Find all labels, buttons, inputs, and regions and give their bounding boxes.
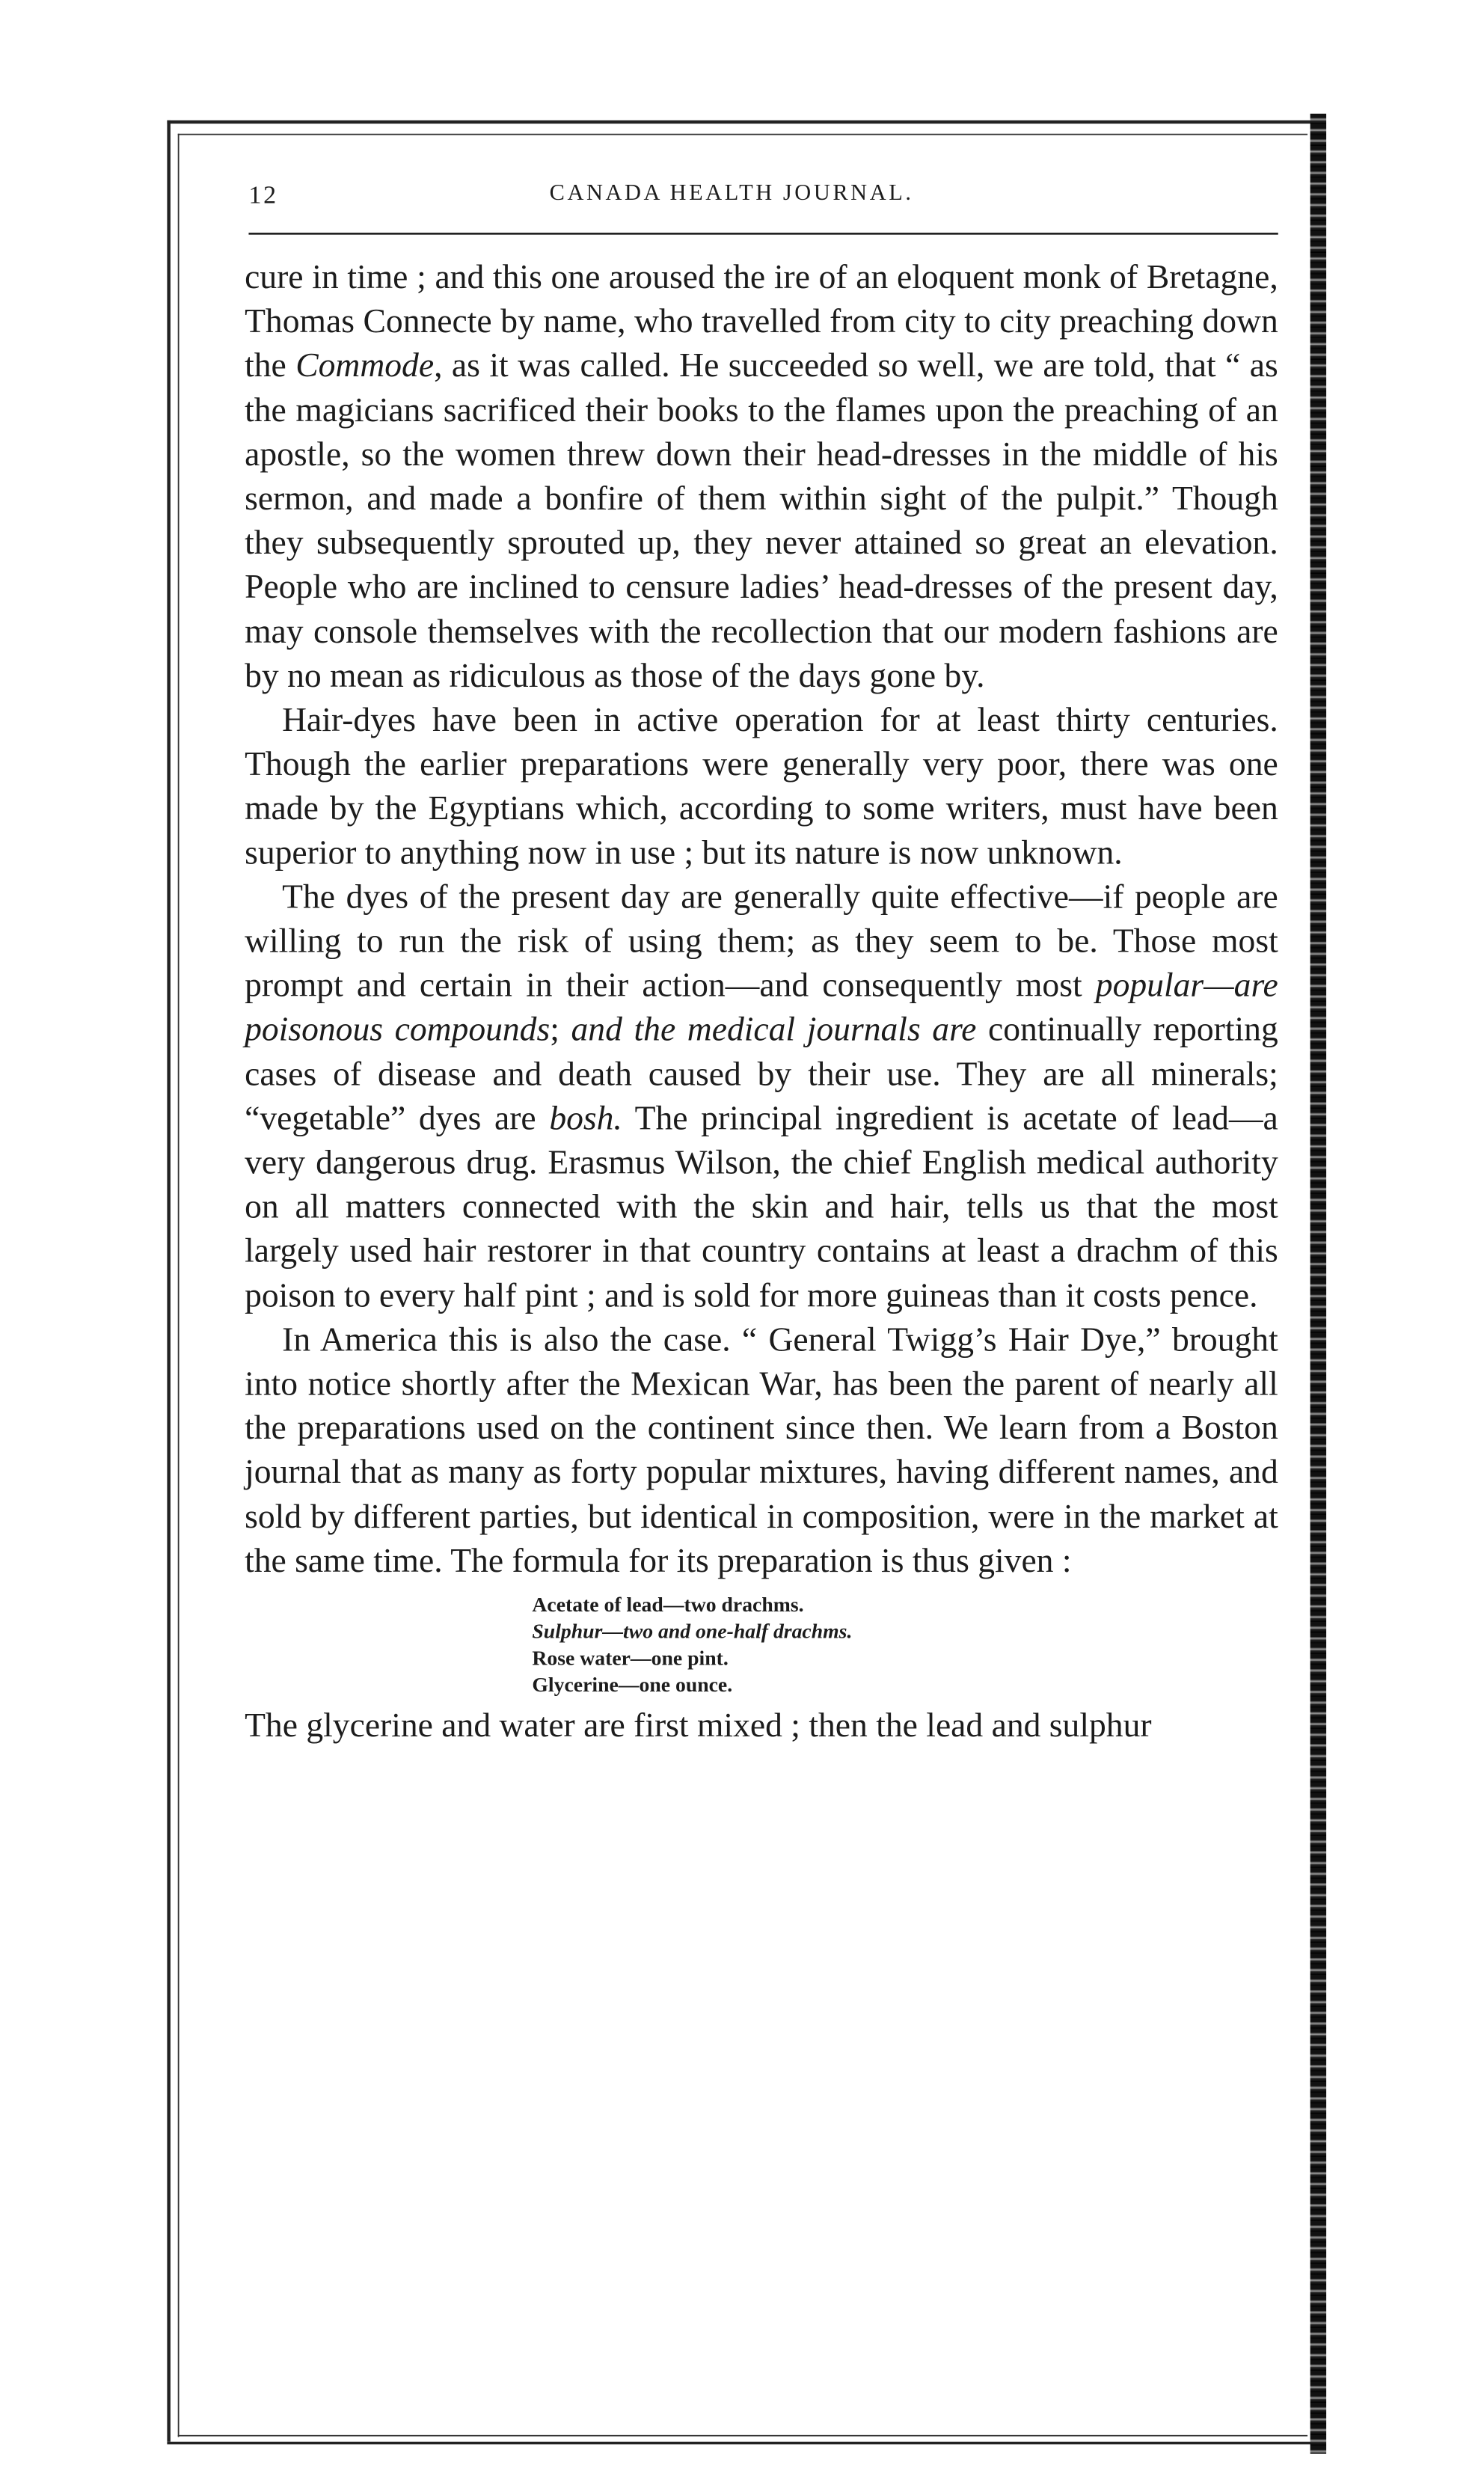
page-header [248, 180, 1278, 221]
paragraph-1-text-b: , as it was called. He succeeded so well, we are told, that “ as the magicians sacrificed their books to the flames upon the preaching of an apostle, so the women threw down their head-dresses in the middle of his sermon, and made a bonfire of them within sight of the pulpit.” Though they subsequently sprouted up, they never attained so great an elevation. People who are inclined to censure ladies’ head-dresses of the present day, may console themselves with the recollection that our modern fashions are by no mean as ridiculous as those of the days gone by. [245, 347, 1278, 695]
formula-line: Sulphur—two and one-half drachms. [532, 1619, 853, 1643]
paragraph-1-text-a: cure in time ; and this one aroused the ire of an eloquent monk of Bretagne, Thomas Connecte by name, who travelled from city to city preaching down the [245, 258, 1278, 385]
paragraph-5: The glycerine and water are first mixed ; then the lead and sulphur [245, 1706, 1152, 1745]
formula-line: Rose water—one pint. [532, 1646, 729, 1670]
frame-top-inner-rule [178, 134, 1307, 135]
paragraph-3-italic-2: and the medical journals are [571, 1011, 977, 1049]
paragraph-3-text-d: The principal ingredient is acetate of lead—a very dangerous drug. Erasmus Wilson, the chief English medical authority on all matters connected with the skin and hair, tells us that the most largely used hair restorer in that country contains at least a drachm of this poison to every half pint ; and is sold for more guineas than it costs pence. [245, 1100, 1278, 1314]
formula-list [532, 1591, 1278, 1698]
paragraph-3-text-b: ; [550, 1011, 571, 1049]
paragraph-1-italic: Commode [295, 347, 435, 385]
paragraph-2: Hair-dyes have been in active operation for at least thirty centuries. Though the earlier preparations were generally very poor, there was one made by the Egyptians which, according to some writers, must have been superior to anything now in use ; but its nature is now unknown. [245, 701, 1278, 872]
formula-line: Glycerine—one ounce. [532, 1673, 733, 1697]
body-text [245, 255, 1278, 1748]
frame-bottom-rule [167, 2442, 1311, 2445]
paragraph-1 [245, 255, 1278, 698]
paragraph-3-text-c: continually reporting cases of disease and death caused by their use. They are all minerals; “vegetable” dyes are [245, 1011, 1278, 1138]
paragraph-3-text-a: The dyes of the present day are generally quite effective—if people are willing to run the risk of using them; as they seem to be. Those most prompt and certain in their action—and consequently most [245, 878, 1278, 1005]
paragraph-4: In America this is also the case. “ General Twigg’s Hair Dye,” brought into notice shortly after the Mexican War, has been the parent of nearly all the preparations used on the continent since then. We learn from a Boston journal that as many as forty popular mixtures, having different names, and sold by different parties, but identical in composition, were in the market at the same time. The formula for its preparation is thus given : [245, 1320, 1278, 1580]
header-rule [248, 233, 1278, 235]
frame-left-inner-rule [178, 134, 180, 2437]
page-number: 12 [248, 181, 278, 209]
paragraph-3-italic-3: bosh. [549, 1100, 622, 1138]
formula-line: Acetate of lead—two drachms. [532, 1592, 804, 1617]
frame-top-rule [167, 120, 1311, 123]
paragraph-3 [245, 875, 1278, 1318]
running-title: CANADA HEALTH JOURNAL. [549, 180, 914, 206]
paragraph-3-italic-1: popular—are poisonous compounds [245, 967, 1278, 1049]
frame-bottom-inner-rule [178, 2435, 1307, 2437]
frame-left-rule [167, 120, 170, 2442]
page-edge [1310, 114, 1326, 2454]
